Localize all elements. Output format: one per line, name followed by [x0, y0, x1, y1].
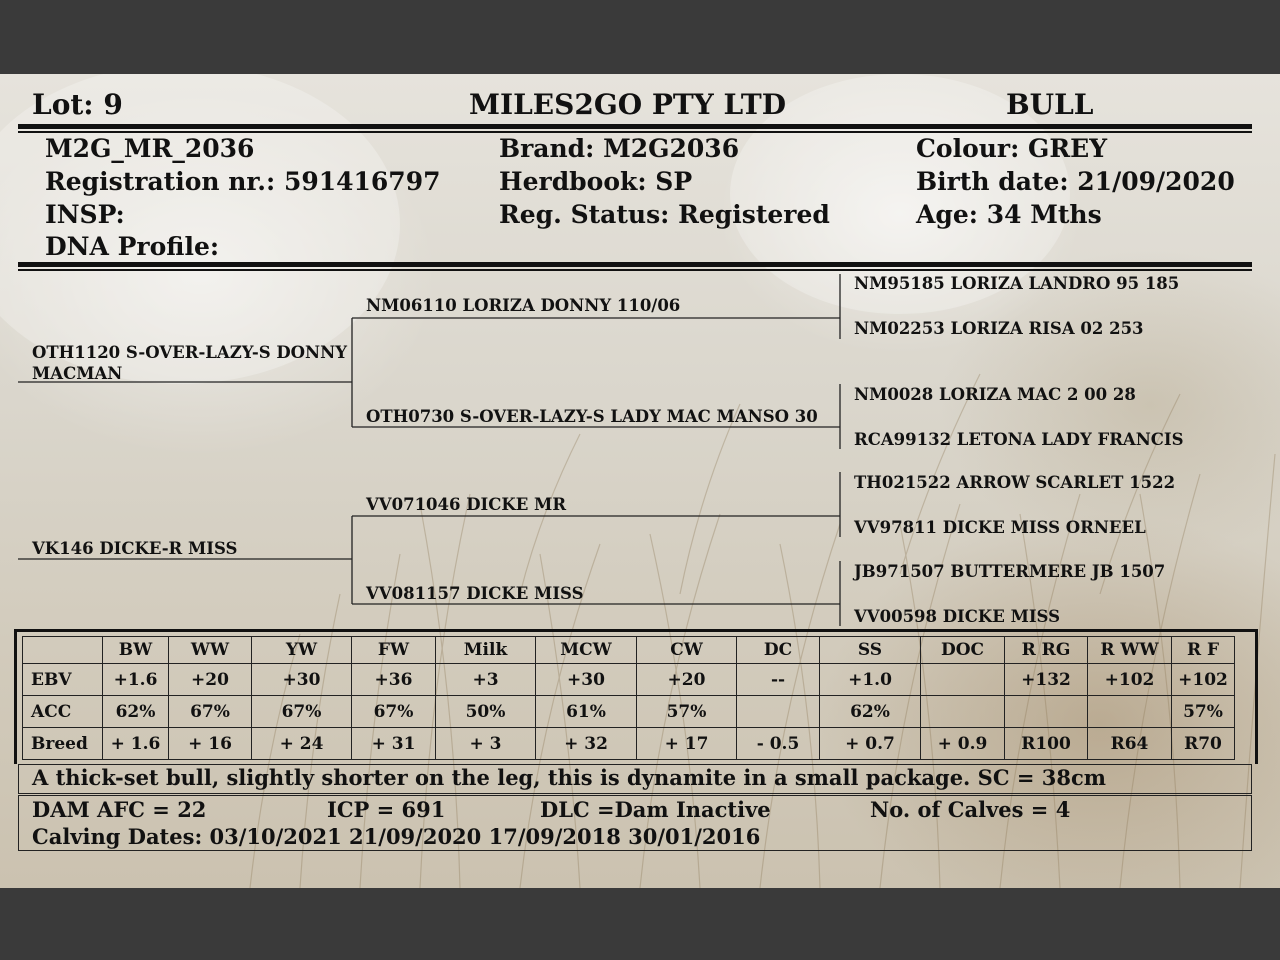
- table-cell: 57%: [637, 696, 737, 728]
- table-top-rule: [14, 629, 1258, 632]
- table-cell: +20: [637, 664, 737, 696]
- dlc: DLC =Dam Inactive: [540, 797, 771, 822]
- dna-profile-label: DNA Profile:: [45, 232, 220, 261]
- ebv-table: [22, 636, 1235, 760]
- table-cell: +20: [169, 664, 252, 696]
- table-row-acc: [23, 696, 1235, 728]
- table-cell: + 31: [352, 728, 436, 760]
- table-cell: + 24: [252, 728, 352, 760]
- column-header: R RG: [1005, 637, 1088, 664]
- dam-sire: VV071046 DICKE MR: [366, 495, 567, 514]
- table-header-row: [23, 637, 1235, 664]
- table-cell: 67%: [169, 696, 252, 728]
- table-cell: R64: [1088, 728, 1172, 760]
- ggp-1: NM95185 LORIZA LANDRO 95 185: [854, 274, 1180, 293]
- lot-number: Lot: 9: [32, 88, 123, 121]
- ggp-2: NM02253 LORIZA RISA 02 253: [854, 319, 1144, 338]
- insp-label: INSP:: [45, 200, 125, 229]
- table-cell: [1005, 696, 1088, 728]
- dam-dam: VV081157 DICKE MISS: [366, 584, 584, 603]
- table-cell: 61%: [536, 696, 637, 728]
- table-cell: + 0.7: [820, 728, 921, 760]
- column-header: [23, 637, 103, 664]
- ggp-3: NM0028 LORIZA MAC 2 00 28: [854, 385, 1136, 404]
- table-cell: [921, 696, 1005, 728]
- row-label: Breed: [23, 728, 103, 760]
- column-header: MCW: [536, 637, 637, 664]
- column-header: SS: [820, 637, 921, 664]
- column-header: CW: [637, 637, 737, 664]
- table-cell: - 0.5: [737, 728, 820, 760]
- column-header: DOC: [921, 637, 1005, 664]
- ggp-8: VV00598 DICKE MISS: [854, 607, 1061, 626]
- table-cell: +30: [252, 664, 352, 696]
- table-cell: +30: [536, 664, 637, 696]
- ggp-7: JB971507 BUTTERMERE JB 1507: [854, 562, 1166, 581]
- table-row-breed: [23, 728, 1235, 760]
- column-header: YW: [252, 637, 352, 664]
- table-cell: +1.0: [820, 664, 921, 696]
- table-cell: + 16: [169, 728, 252, 760]
- row-label: ACC: [23, 696, 103, 728]
- column-header: R WW: [1088, 637, 1172, 664]
- table-left-rule: [14, 629, 17, 764]
- table-row-ebv: [23, 664, 1235, 696]
- column-header: WW: [169, 637, 252, 664]
- table-cell: + 3: [436, 728, 536, 760]
- table-cell: 67%: [352, 696, 436, 728]
- number-of-calves: No. of Calves = 4: [870, 797, 1071, 822]
- birth-date: Birth date: 21/09/2020: [916, 167, 1235, 196]
- seller-name: MILES2GO PTY LTD: [469, 88, 787, 121]
- table-cell: +102: [1088, 664, 1172, 696]
- table-cell: [1088, 696, 1172, 728]
- table-cell: R100: [1005, 728, 1088, 760]
- table-cell: [921, 664, 1005, 696]
- sire-dam: OTH0730 S-OVER-LAZY-S LADY MAC MANSO 30: [366, 407, 818, 426]
- ggp-5: TH021522 ARROW SCARLET 1522: [854, 473, 1176, 492]
- comment-text: A thick-set bull, slightly shorter on the leg, this is dynamite in a small package. SC = 38cm: [32, 765, 1107, 790]
- animal-id: M2G_MR_2036: [45, 134, 255, 163]
- dam: VK146 DICKE-R MISS: [32, 539, 238, 558]
- table-cell: R70: [1172, 728, 1235, 760]
- colour: Colour: GREY: [916, 134, 1108, 163]
- table-cell: + 17: [637, 728, 737, 760]
- ggp-4: RCA99132 LETONA LADY FRANCIS: [854, 430, 1184, 449]
- table-cell: +132: [1005, 664, 1088, 696]
- column-header: DC: [737, 637, 820, 664]
- table-cell: 62%: [103, 696, 169, 728]
- age: Age: 34 Mths: [916, 200, 1102, 229]
- table-right-rule: [1255, 629, 1258, 764]
- table-cell: 50%: [436, 696, 536, 728]
- table-cell: [737, 696, 820, 728]
- column-header: Milk: [436, 637, 536, 664]
- table-cell: --: [737, 664, 820, 696]
- table-cell: 57%: [1172, 696, 1235, 728]
- row-label: EBV: [23, 664, 103, 696]
- table-cell: +1.6: [103, 664, 169, 696]
- sire-sire: NM06110 LORIZA DONNY 110/06: [366, 296, 681, 315]
- table-cell: + 1.6: [103, 728, 169, 760]
- table-cell: 62%: [820, 696, 921, 728]
- herdbook: Herdbook: SP: [499, 167, 693, 196]
- table-cell: 67%: [252, 696, 352, 728]
- dam-afc: DAM AFC = 22: [32, 797, 207, 822]
- registration-status: Reg. Status: Registered: [499, 200, 830, 229]
- sire: OTH1120 S-OVER-LAZY-S DONNY MACMAN: [32, 343, 347, 383]
- sale-lot-card: [0, 74, 1280, 888]
- table-cell: + 0.9: [921, 728, 1005, 760]
- table-cell: + 32: [536, 728, 637, 760]
- icp: ICP = 691: [327, 797, 446, 822]
- column-header: BW: [103, 637, 169, 664]
- table-cell: +3: [436, 664, 536, 696]
- ggp-6: VV97811 DICKE MISS ORNEEL: [854, 518, 1146, 537]
- registration-number: Registration nr.: 591416797: [45, 167, 441, 196]
- column-header: FW: [352, 637, 436, 664]
- animal-sex: BULL: [1006, 88, 1094, 121]
- brand: Brand: M2G2036: [499, 134, 740, 163]
- table-cell: +36: [352, 664, 436, 696]
- calving-dates: Calving Dates: 03/10/2021 21/09/2020 17/09/2018 30/01/2016: [32, 824, 761, 849]
- table-cell: +102: [1172, 664, 1235, 696]
- column-header: R F: [1172, 637, 1235, 664]
